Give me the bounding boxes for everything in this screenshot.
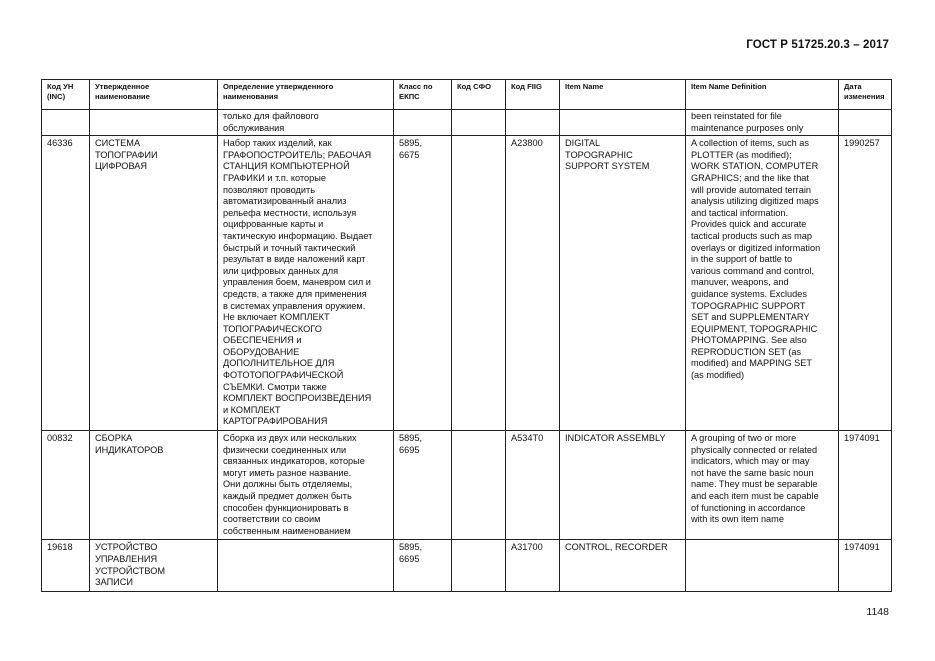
cell-ekps-class: 5895, 6695 bbox=[394, 431, 452, 540]
cell-fiig-code: A31700 bbox=[506, 540, 560, 591]
cell-change-date: 1974091 bbox=[839, 540, 892, 591]
cell-inc: 19618 bbox=[42, 540, 90, 591]
column-header-item-name: Item Name bbox=[560, 80, 686, 110]
page-number: 1148 bbox=[866, 606, 889, 618]
cell-fiig-code: A23800 bbox=[506, 136, 560, 431]
cell-item-name: CONTROL, RECORDER bbox=[560, 540, 686, 591]
column-header-sfo-code: Код СФО bbox=[452, 80, 506, 110]
cell-fiig-code bbox=[506, 110, 560, 136]
table-row bbox=[42, 136, 892, 431]
cell-item-name-definition bbox=[686, 540, 839, 591]
document-header: ГОСТ Р 51725.20.3 – 2017 bbox=[746, 39, 889, 51]
cell-change-date: 1974091 bbox=[839, 431, 892, 540]
column-header-item-name-definition: Item Name Definition bbox=[686, 80, 839, 110]
cell-item-name-definition: A grouping of two or more physically connected or related indicators, which may or may not have the same basic noun name. They must be separable and each item must be capable of functioning in accordance with its own item name bbox=[686, 431, 839, 540]
cell-item-name: INDICATOR ASSEMBLY bbox=[560, 431, 686, 540]
cell-definition-ru bbox=[218, 540, 394, 591]
cell-sfo-code bbox=[452, 110, 506, 136]
cell-ekps-class: 5895, 6695 bbox=[394, 540, 452, 591]
cell-change-date bbox=[839, 110, 892, 136]
cell-approved-name: УСТРОЙСТВО УПРАВЛЕНИЯ УСТРОЙСТВОМ ЗАПИСИ bbox=[90, 540, 218, 591]
column-header-approved-name: Утвержденное наименование bbox=[90, 80, 218, 110]
cell-fiig-code: A534T0 bbox=[506, 431, 560, 540]
column-header-inc: Код УН (INC) bbox=[42, 80, 90, 110]
cell-definition-ru: Набор таких изделий, как ГРАФОПОСТРОИТЕЛЬ; РАБОЧАЯ СТАНЦИЯ КОМПЬЮТЕРНОЙ ГРАФИКИ и т.п. которые позволяют проводить автоматизированный анализ рельефа местности, используя оцифрованные карты и тактическую информацию. Выдает быстрый и точный тактический результат в виде наложений карт или цифровых данных для управления боем, маневром сил и средств, а также для применения в системах управления оружием. Не включает КОМПЛЕКТ ТОПОГРАФИЧЕСКОГО ОБЕСПЕЧЕНИЯ и ОБОРУДОВАНИЕ ДОПОЛНИТЕЛЬНОЕ ДЛЯ ФОТОТОПОГРАФИЧЕСКОЙ СЪЕМКИ. Смотри также КОМПЛЕКТ ВОСПРОИЗВЕДЕНИЯ и КОМПЛЕКТ КАРТОГРАФИРОВАНИЯ bbox=[218, 136, 394, 431]
column-header-ekps-class: Класс по ЕКПС bbox=[394, 80, 452, 110]
cell-inc: 46336 bbox=[42, 136, 90, 431]
column-header-fiig-code: Код FIIG bbox=[506, 80, 560, 110]
table-row bbox=[42, 431, 892, 540]
cell-sfo-code bbox=[452, 431, 506, 540]
cell-sfo-code bbox=[452, 136, 506, 431]
cell-ekps-class bbox=[394, 110, 452, 136]
cell-sfo-code bbox=[452, 540, 506, 591]
cell-inc: 00832 bbox=[42, 431, 90, 540]
cell-item-name bbox=[560, 110, 686, 136]
column-header-change-date: Дата изменения bbox=[839, 80, 892, 110]
table-header-row bbox=[42, 80, 892, 110]
cell-definition-ru: только для файлового обслуживания bbox=[218, 110, 394, 136]
cell-change-date: 1990257 bbox=[839, 136, 892, 431]
cell-item-name-definition: A collection of items, such as PLOTTER (as modified); WORK STATION, COMPUTER GRAPHICS; and the like that will provide automated terrain analysis utilizing digitized maps and tactical information. Provides quick and accurate tactical products such as map overlays or digitized information in the support of battle to various command and control, manuver, weapons, and guidance systems. Excludes TOPOGRAPHIC SUPPORT SET and SUPPLEMENTARY EQUIPMENT, TOPOGRAPHIC PHOTOMAPPING. See also REPRODUCTION SET (as modified) and MAPPING SET (as modified) bbox=[686, 136, 839, 431]
cell-approved-name bbox=[90, 110, 218, 136]
cell-ekps-class: 5895, 6675 bbox=[394, 136, 452, 431]
cell-item-name-definition: been reinstated for file maintenance purposes only bbox=[686, 110, 839, 136]
cell-item-name: DIGITAL TOPOGRAPHIC SUPPORT SYSTEM bbox=[560, 136, 686, 431]
catalog-table bbox=[41, 79, 892, 592]
table-row bbox=[42, 110, 892, 136]
cell-approved-name: СБОРКА ИНДИКАТОРОВ bbox=[90, 431, 218, 540]
cell-definition-ru: Сборка из двух или нескольких физически соединенных или связанных индикаторов, которые могут иметь разное название. Они должны быть отделяемы, каждый предмет должен быть способен функционировать в соответствии со своим собственным наименованием bbox=[218, 431, 394, 540]
column-header-definition-ru: Определение утвержденного наименования bbox=[218, 80, 394, 110]
cell-approved-name: СИСТЕМА ТОПОГРАФИИ ЦИФРОВАЯ bbox=[90, 136, 218, 431]
cell-inc bbox=[42, 110, 90, 136]
table-row bbox=[42, 540, 892, 591]
